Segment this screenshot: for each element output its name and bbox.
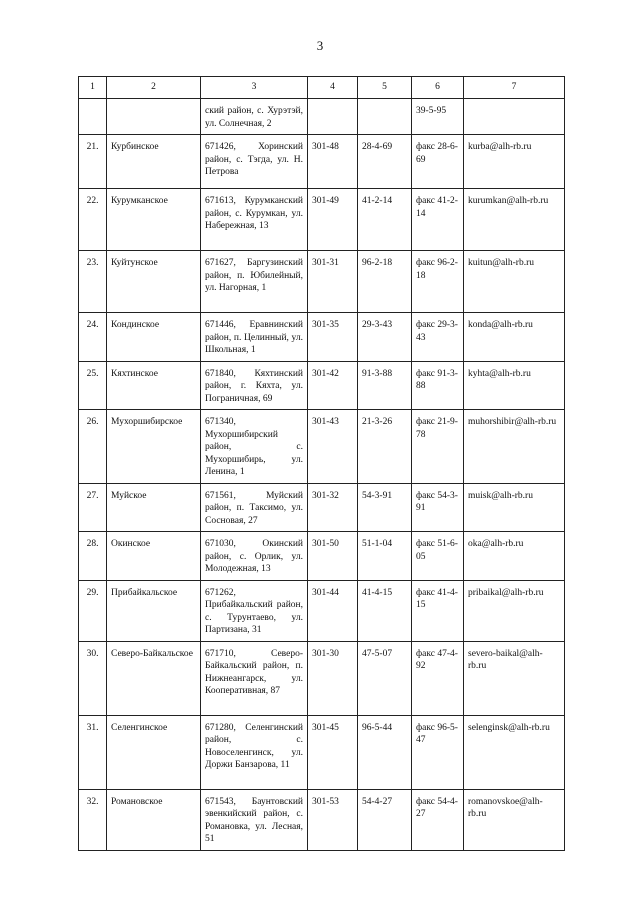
fax: факс 41-2-14	[412, 189, 464, 251]
forestry-name: Курумканское	[107, 189, 201, 251]
fax: факс 29-3-43	[412, 313, 464, 362]
phone: 28-4-69	[358, 135, 412, 189]
address: 671262, Прибайкальский район, с. Турунтаево, ул. Партизана, 31	[201, 580, 308, 641]
email: romanovskoe@alh-rb.ru	[464, 789, 565, 850]
header-cell: 2	[107, 77, 201, 99]
address: 671426, Хоринский район, с. Тэгда, ул. Н. Петрова	[201, 135, 308, 189]
forestry-name: Кяхтинское	[107, 361, 201, 410]
table-row	[79, 313, 565, 362]
row-number: 21.	[79, 135, 107, 189]
forestry-name: Северо-Байкальское	[107, 641, 201, 715]
table-row	[79, 189, 565, 251]
address: 671627, Баргузинский район, п. Юбилейный, ул. Нагорная, 1	[201, 251, 308, 313]
fax: факс 21-9-78	[412, 410, 464, 484]
forestry-name: Куйтунское	[107, 251, 201, 313]
header-cell: 4	[308, 77, 358, 99]
fax: факс 47-4-92	[412, 641, 464, 715]
address: 671030, Окинский район, с. Орлик, ул. Молодежная, 13	[201, 532, 308, 581]
area-code: 301-42	[308, 361, 358, 410]
area-code: 301-43	[308, 410, 358, 484]
forestry-directory-table	[78, 76, 565, 851]
forestry-name: Мухоршибирское	[107, 410, 201, 484]
address: ский район, с. Хурэтэй, ул. Солнечная, 2	[201, 99, 308, 135]
fax: факс 28-6-69	[412, 135, 464, 189]
fax: 39-5-95	[412, 99, 464, 135]
phone: 41-2-14	[358, 189, 412, 251]
header-cell: 7	[464, 77, 565, 99]
row-number: 24.	[79, 313, 107, 362]
phone: 29-3-43	[358, 313, 412, 362]
address: 671280, Селенгинский район, с. Новоселенгинск, ул. Доржи Банзарова, 11	[201, 715, 308, 789]
row-number: 31.	[79, 715, 107, 789]
forestry-name: Окинское	[107, 532, 201, 581]
row-number: 29.	[79, 580, 107, 641]
area-code: 301-30	[308, 641, 358, 715]
phone: 96-5-44	[358, 715, 412, 789]
row-number: 27.	[79, 483, 107, 532]
forestry-name	[107, 99, 201, 135]
area-code: 301-31	[308, 251, 358, 313]
email: konda@alh-rb.ru	[464, 313, 565, 362]
header-cell: 3	[201, 77, 308, 99]
row-number: 26.	[79, 410, 107, 484]
header-cell: 6	[412, 77, 464, 99]
table-row	[79, 135, 565, 189]
area-code: 301-44	[308, 580, 358, 641]
area-code	[308, 99, 358, 135]
table-row	[79, 532, 565, 581]
address: 671710, Северо-Байкальский район, п. Нижнеангарск, ул. Кооперативная, 87	[201, 641, 308, 715]
table-row	[79, 483, 565, 532]
address: 671613, Курумканский район, с. Курумкан, ул. Набережная, 13	[201, 189, 308, 251]
fax: факс 51-6-05	[412, 532, 464, 581]
forestry-name: Селенгинское	[107, 715, 201, 789]
forestry-name: Муйское	[107, 483, 201, 532]
email: selenginsk@alh-rb.ru	[464, 715, 565, 789]
header-row	[79, 77, 565, 99]
email: oka@alh-rb.ru	[464, 532, 565, 581]
area-code: 301-48	[308, 135, 358, 189]
phone: 51-1-04	[358, 532, 412, 581]
phone: 54-4-27	[358, 789, 412, 850]
address: 671340, Мухоршибирский район, с. Мухоршибирь, ул. Ленина, 1	[201, 410, 308, 484]
phone: 91-3-88	[358, 361, 412, 410]
table-row	[79, 410, 565, 484]
forestry-name: Кондинское	[107, 313, 201, 362]
email: pribaikal@alh-rb.ru	[464, 580, 565, 641]
table-row	[79, 251, 565, 313]
phone: 41-4-15	[358, 580, 412, 641]
email: muhorshibir@alh-rb.ru	[464, 410, 565, 484]
phone: 21-3-26	[358, 410, 412, 484]
address: 671561, Муйский район, п. Таксимо, ул. Сосновая, 27	[201, 483, 308, 532]
row-number: 23.	[79, 251, 107, 313]
forestry-name: Романовское	[107, 789, 201, 850]
email: kurba@alh-rb.ru	[464, 135, 565, 189]
forestry-name: Курбинское	[107, 135, 201, 189]
email: kuitun@alh-rb.ru	[464, 251, 565, 313]
header-cell: 1	[79, 77, 107, 99]
fax: факс 41-4-15	[412, 580, 464, 641]
fax: факс 96-2-18	[412, 251, 464, 313]
address: 671446, Еравнинский район, п. Целинный, ул. Школьная, 1	[201, 313, 308, 362]
row-number: 30.	[79, 641, 107, 715]
table-row	[79, 715, 565, 789]
phone	[358, 99, 412, 135]
page-number: 3	[316, 38, 324, 53]
row-number: 25.	[79, 361, 107, 410]
phone: 54-3-91	[358, 483, 412, 532]
forestry-name: Прибайкальское	[107, 580, 201, 641]
email: severo-baikal@alh-rb.ru	[464, 641, 565, 715]
area-code: 301-53	[308, 789, 358, 850]
email: kyhta@alh-rb.ru	[464, 361, 565, 410]
fax: факс 54-3-91	[412, 483, 464, 532]
address: 671543, Баунтовский эвенкийский район, с. Романовка, ул. Лесная, 51	[201, 789, 308, 850]
table-row	[79, 580, 565, 641]
email: kurumkan@alh-rb.ru	[464, 189, 565, 251]
area-code: 301-32	[308, 483, 358, 532]
email	[464, 99, 565, 135]
row-number: 32.	[79, 789, 107, 850]
phone: 96-2-18	[358, 251, 412, 313]
fax: факс 96-5-47	[412, 715, 464, 789]
row-number	[79, 99, 107, 135]
area-code: 301-35	[308, 313, 358, 362]
table-row	[79, 99, 565, 135]
row-number: 28.	[79, 532, 107, 581]
email: muisk@alh-rb.ru	[464, 483, 565, 532]
address: 671840, Кяхтинский район, г. Кяхта, ул. Пограничная, 69	[201, 361, 308, 410]
area-code: 301-45	[308, 715, 358, 789]
header-cell: 5	[358, 77, 412, 99]
table-row	[79, 641, 565, 715]
fax: факс 91-3-88	[412, 361, 464, 410]
phone: 47-5-07	[358, 641, 412, 715]
table-row	[79, 789, 565, 850]
fax: факс 54-4-27	[412, 789, 464, 850]
area-code: 301-49	[308, 189, 358, 251]
row-number: 22.	[79, 189, 107, 251]
table-row	[79, 361, 565, 410]
area-code: 301-50	[308, 532, 358, 581]
